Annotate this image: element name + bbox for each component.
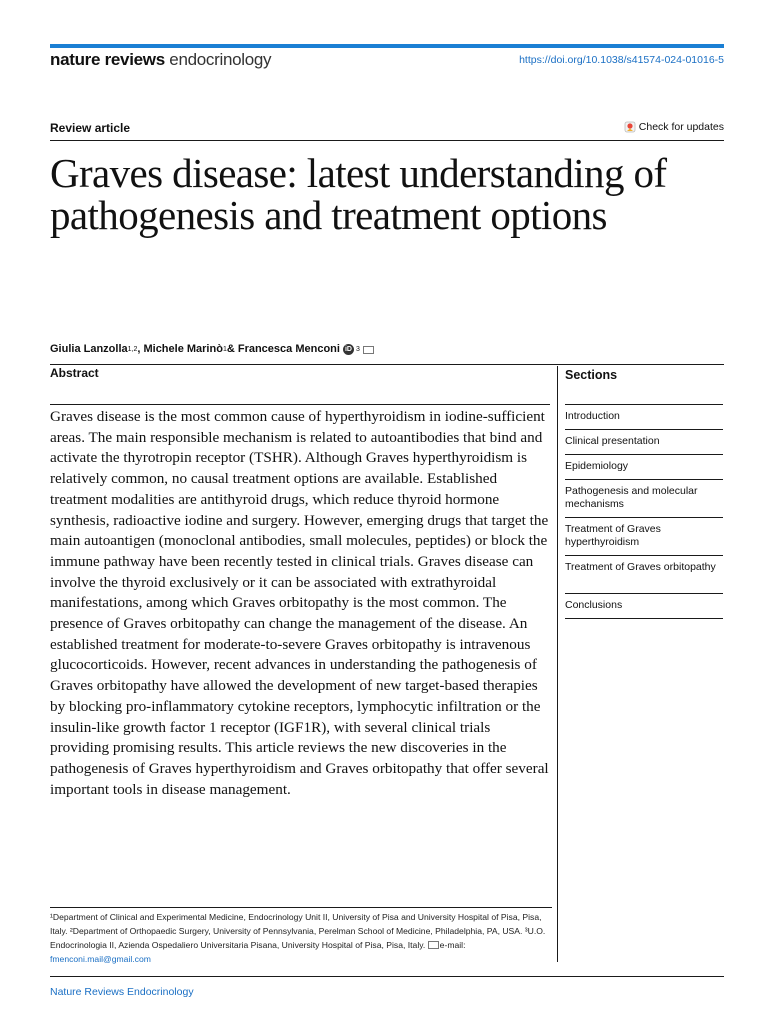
section-link-conclusions[interactable]: Conclusions (565, 594, 723, 619)
section-link-clinical-presentation[interactable]: Clinical presentation (565, 430, 723, 455)
footnote-divider (50, 907, 552, 908)
abstract-body: Graves disease is the most common cause of hyperthyroidism in iodine-sufficient areas. The main responsible mechanism is related to autoantibodies that bind and activate the thyrotropin receptor (TSHR). Although Graves hyperthyroidism is relatively common, no causal treatment options are available. Established treatment modalities are antithyroid drugs, which reduce thyroid hormone synthesis, radioactive iodine and surgery. However, emerging drugs that target the main autoantigen (monoclonal antibodies, small molecules, peptides) or block the immune pathway have been recently tested in clinical trials. Graves disease can involve the thyroid exclusively or it can be associated with extrathyroidal manifestations, among which Graves orbitopathy is the most common. The presence of Graves orbitopathy can change the management of the disease. An established treatment for moderate-to-severe Graves orbitopathy is intravenous glucocorticoids. However, recent advances in understanding the pathogenesis of Graves orbitopathy have allowed the development of new target-based therapies by blocking pro-inflammatory cytokine receptors, lymphocytic infiltration or the insulin-like growth factor 1 receptor (IGF1R), with several clinical trials providing promising results. This article reviews the new discoveries in the pathogenesis of Graves hyperthyroidism and Graves orbitopathy that offer several important tools in disease management. (50, 408, 549, 798)
section-link-introduction[interactable]: Introduction (565, 405, 723, 430)
envelope-icon (428, 941, 439, 949)
footer-journal-name[interactable]: Nature Reviews Endocrinology (50, 986, 194, 998)
section-link-treatment-orbitopathy[interactable]: Treatment of Graves orbitopathy (565, 556, 723, 594)
author-affiliation-mark: 1 (222, 345, 227, 353)
journal-logo-bold: nature reviews (50, 50, 165, 69)
author-list (50, 343, 374, 355)
top-accent-rule (50, 44, 724, 48)
journal-logo[interactable] (50, 50, 271, 72)
author-name[interactable]: , Michele Marinò (137, 343, 223, 355)
check-for-updates-button[interactable] (624, 121, 724, 133)
affiliations-footnote (50, 910, 552, 966)
affiliations-text: ¹Department of Clinical and Experimental Medicine, Endocrinology Unit II, University of Pisa and University Hospital of Pisa, Pisa, Italy. ²Department of Orthopaedic Surgery, University of Pennsylvania, Perelman School of Medicine, Philadelphia, PA, USA. ³U.O. Endocrinologia II, Azienda Ospedaliero Universitaria Pisana, University Hospital of Pisa, Pisa, Italy. (50, 912, 546, 950)
journal-logo-name: endocrinology (169, 50, 272, 69)
author-affiliation-mark: 3 (355, 345, 360, 353)
abstract-divider (50, 404, 550, 405)
abstract-heading: Abstract (50, 366, 99, 380)
sections-panel (565, 362, 723, 619)
section-link-pathogenesis[interactable]: Pathogenesis and molecular mechanisms (565, 480, 723, 518)
author-name[interactable]: & Francesca Menconi (226, 343, 340, 355)
article-title: Graves disease: latest understanding of pathogenesis and treatment options (50, 150, 667, 238)
header-divider (50, 140, 724, 141)
author-affiliation-mark: 1,2 (127, 345, 138, 353)
orcid-icon[interactable]: iD (344, 345, 352, 353)
article-type: Review article (50, 121, 131, 135)
sections-heading: Sections (565, 362, 723, 405)
email-link[interactable]: fmenconi.mail@gmail.com (50, 954, 151, 964)
envelope-icon[interactable] (363, 346, 374, 354)
section-link-epidemiology[interactable]: Epidemiology (565, 455, 723, 480)
doi-link[interactable]: https://doi.org/10.1038/s41574-024-01016-5 (519, 54, 724, 66)
email-label: e-mail: (439, 940, 466, 950)
column-divider (557, 366, 558, 962)
check-for-updates-label: Check for updates (638, 121, 724, 133)
check-for-updates-icon (624, 121, 636, 133)
author-name[interactable]: Giulia Lanzolla (50, 343, 128, 355)
footer-divider (50, 976, 724, 977)
section-link-treatment-hyperthyroidism[interactable]: Treatment of Graves hyperthyroidism (565, 518, 723, 556)
